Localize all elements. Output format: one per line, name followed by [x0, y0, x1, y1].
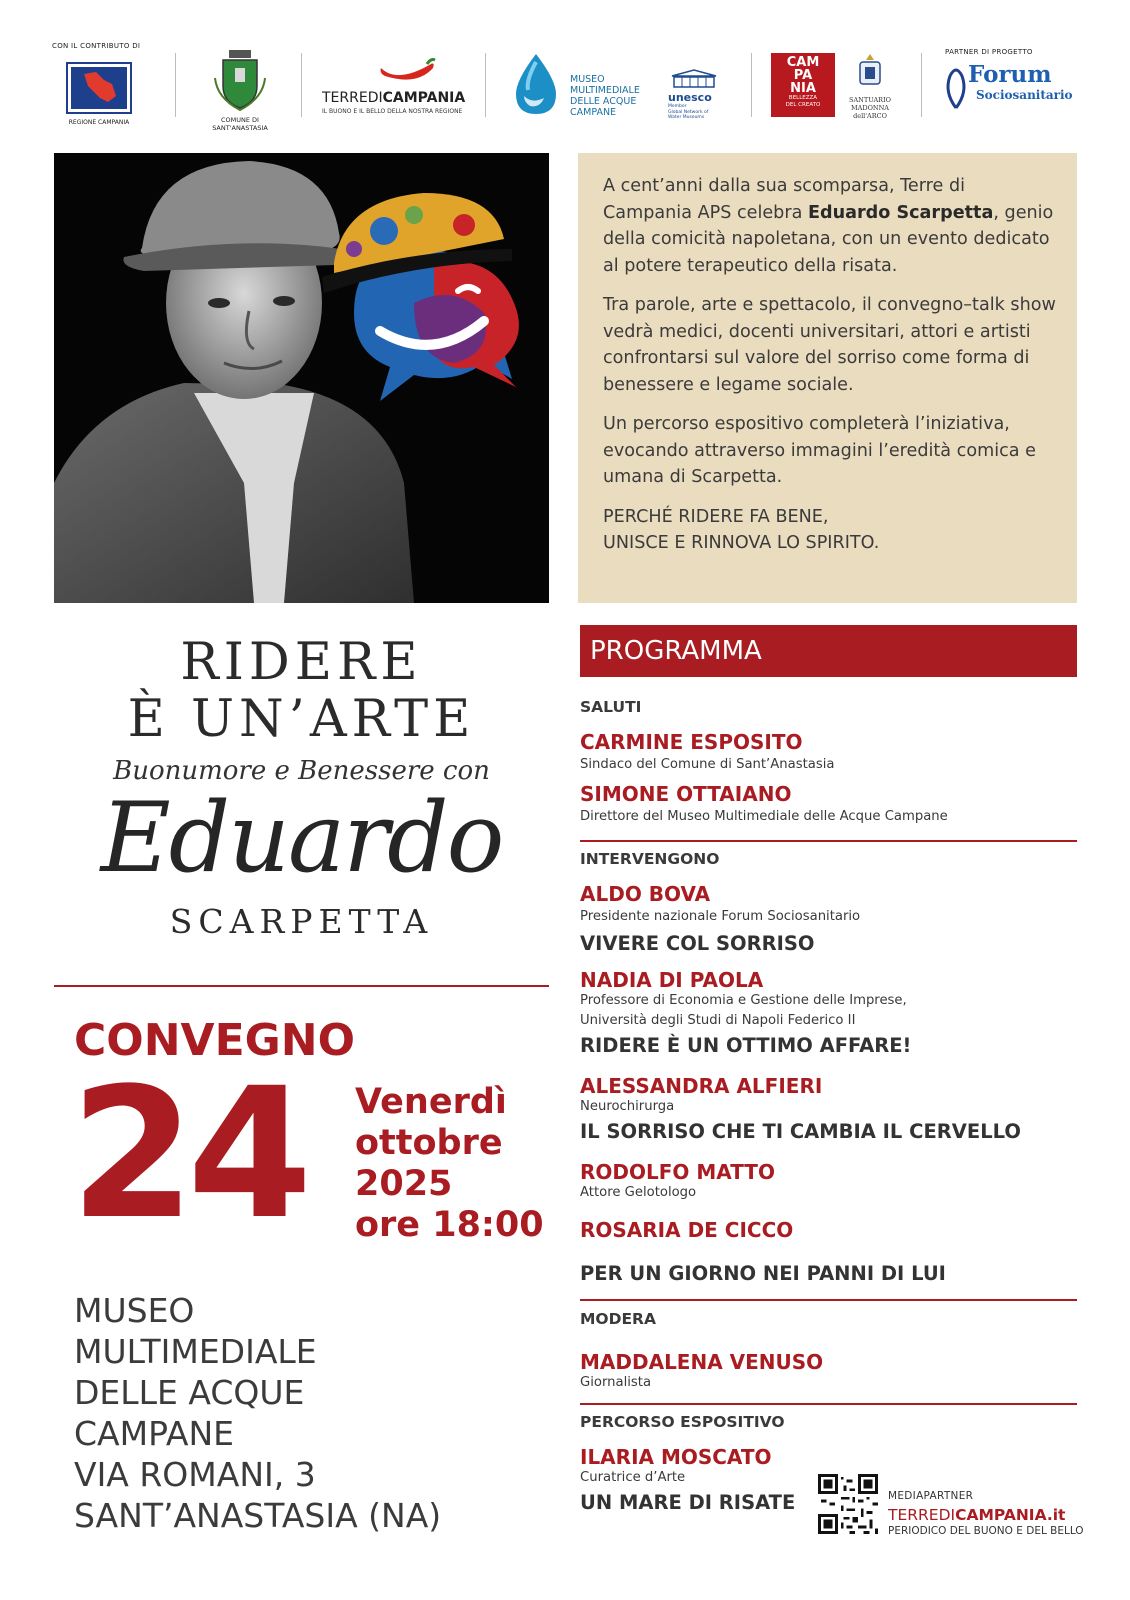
qr-code-icon: [818, 1474, 878, 1534]
campania-l4: BELLEZZA: [788, 95, 818, 101]
event-time: ore 18:00: [355, 1205, 544, 1245]
comune-label: COMUNE DI SANT'ANASTASIA: [212, 116, 268, 132]
logo-divider: [921, 53, 922, 117]
speaker-name: ILARIA MOSCATO: [580, 1445, 772, 1469]
intro-motto: PERCHÉ RIDERE FA BENE, UNISCE E RINNOVA LO SPIRITO.: [603, 506, 880, 553]
title-surname: SCARPETTA: [169, 902, 434, 941]
talk-title: PER UN GIORNO NEI PANNI DI LUI: [580, 1262, 946, 1285]
speaker-role-2: Università degli Studi di Napoli Federico II: [580, 1013, 856, 1028]
event-weekday: Venerdì: [355, 1082, 507, 1122]
forum-sub: Sociosanitario: [976, 88, 1073, 102]
programma-heading: PROGRAMMA: [580, 625, 1077, 677]
museo-line4: CAMPANE: [570, 107, 617, 118]
talk-title: IL SORRISO CHE TI CAMBIA IL CERVELLO: [580, 1120, 1021, 1143]
logo-divider: [485, 53, 486, 117]
regione-campania-shield-icon: [66, 62, 132, 114]
campania-l2: PA: [793, 68, 813, 83]
unesco-name: unesco: [668, 91, 712, 104]
contributo-label: CON IL CONTRIBUTO DI: [52, 42, 141, 50]
comune-logo: [205, 48, 275, 132]
event-year: 2025: [355, 1164, 453, 1204]
speaker-role: Giornalista: [580, 1375, 652, 1390]
speaker-name: MADDALENA VENUSO: [580, 1350, 824, 1374]
intro-paragraph-2: Tra parole, arte e spettacolo, il convegno–talk show vedrà medici, docenti universitari, attori e artisti confrontarsi sul valore del sorriso come forma di benessere e legame sociale.: [603, 295, 1056, 395]
title-line-2: È UN’ARTE: [127, 690, 476, 749]
santuario-logo: [842, 52, 898, 124]
speaker-role: Sindaco del Comune di Sant’Anastasia: [580, 757, 835, 772]
speaker-role: Curatrice d’Arte: [580, 1470, 686, 1485]
mediapartner-name: TERREDICAMPANIA.it: [888, 1506, 1066, 1524]
forum-sociosanitario-logo: [942, 62, 1082, 112]
speaker-name: RODOLFO MATTO: [580, 1160, 775, 1184]
water-drop-icon: [510, 52, 562, 118]
logo-divider: [301, 53, 302, 117]
speaker-name: NADIA DI PAOLA: [580, 968, 764, 992]
terredicampania-logo: [322, 58, 467, 118]
venue-line: VIA ROMANI, 3: [74, 1455, 316, 1494]
programma-divider: [580, 840, 1077, 842]
venue-line: SANT’ANASTASIA (NA): [74, 1496, 442, 1535]
talk-title: VIVERE COL SORRISO: [580, 932, 815, 955]
campania-bellezza-logo: [771, 53, 835, 117]
unesco-line2: Global Network of: [668, 109, 709, 115]
campania-l5: DEL CREATO: [785, 102, 821, 108]
speaker-role: Presidente nazionale Forum Sociosanitario: [580, 909, 861, 924]
venue-line: MULTIMEDIALE: [74, 1332, 317, 1371]
event-venue: [74, 1290, 441, 1536]
speaker-role: Neurochirurga: [580, 1099, 675, 1114]
mediapartner-label: MEDIAPARTNER: [888, 1490, 974, 1502]
mediapartner-tagline: PERIODICO DEL BUONO E DEL BELLO: [888, 1525, 1084, 1537]
campania-l3: NIA: [790, 81, 816, 96]
event-day: 24: [70, 1050, 305, 1259]
museo-line1: MUSEO: [570, 74, 605, 85]
santuario-l3: dell'ARCO: [853, 112, 887, 120]
speaker-role: Professore di Economia e Gestione delle Imprese,: [580, 993, 907, 1008]
title-name: Eduardo: [100, 782, 503, 894]
talk-title: UN MARE DI RISATE: [580, 1491, 796, 1514]
museo-line3: DELLE ACQUE: [570, 96, 637, 107]
santuario-l1: SANTUARIO: [849, 96, 891, 104]
santuario-l2: MADONNA: [851, 104, 889, 112]
speaker-name: CARMINE ESPOSITO: [580, 730, 803, 754]
chili-pepper-icon: [377, 58, 437, 84]
event-type: CONVEGNO: [74, 1015, 355, 1066]
unesco-temple-icon: [668, 68, 720, 88]
programma-divider: [580, 1299, 1077, 1301]
comune-crest-icon: [205, 48, 275, 112]
speaker-name: SIMONE OTTAIANO: [580, 782, 792, 806]
speaker-name: ALESSANDRA ALFIERI: [580, 1074, 823, 1098]
partner-label: PARTNER DI PROGETTO: [945, 48, 1033, 56]
speaker-name: ALDO BOVA: [580, 882, 711, 906]
talk-title: RIDERE È UN OTTIMO AFFARE!: [580, 1034, 912, 1057]
unesco-line1: Member: [668, 104, 687, 109]
intro-box: [578, 153, 1077, 603]
speaker-role: Direttore del Museo Multimediale delle Acque Campane: [580, 809, 948, 824]
santuario-crest-icon: [850, 52, 890, 92]
terredicampania-part1: TERREDI: [322, 90, 383, 106]
unesco-line3: Water Museums: [668, 115, 705, 120]
forum-name: Forum: [968, 61, 1052, 88]
section-modera: MODERA: [580, 1310, 656, 1328]
venue-line: DELLE ACQUE: [74, 1373, 305, 1412]
speaker-name: ROSARIA DE CICCO: [580, 1218, 794, 1242]
intro-paragraph-1: A cent’anni dalla sua scomparsa, Terre di Campania APS celebra Eduardo Scarpetta, genio della comicità napoletana, con un evento dedicato al potere terapeutico della risata.: [603, 176, 1054, 276]
venue-line: CAMPANE: [74, 1414, 234, 1453]
section-intervengono: INTERVENGONO: [580, 850, 720, 868]
speaker-role: Attore Gelotologo: [580, 1185, 697, 1200]
campania-l1: CAM: [786, 55, 820, 70]
regione-campania-logo: [66, 62, 132, 126]
logo-divider: [175, 53, 176, 117]
programma-divider: [580, 1403, 1077, 1405]
museo-logo: [510, 52, 660, 122]
event-when: [355, 1082, 544, 1246]
venue-line: MUSEO: [74, 1291, 195, 1330]
unesco-logo: [668, 68, 726, 124]
scarpetta-portrait-image: [54, 153, 549, 603]
museo-line2: MULTIMEDIALE: [570, 85, 640, 96]
event-month: ottobre: [355, 1123, 503, 1163]
title-line-1: RIDERE: [180, 633, 423, 692]
title-subtitle: Buonumore e Benessere con: [113, 756, 490, 786]
terredicampania-part2: CAMPANIA: [382, 90, 466, 106]
terredicampania-tagline: IL BUONO E IL BELLO DELLA NOSTRA REGIONE: [322, 108, 463, 115]
title-divider: [54, 985, 549, 987]
section-percorso: PERCORSO ESPOSITIVO: [580, 1413, 785, 1431]
logo-divider: [751, 53, 752, 117]
regione-campania-label: REGIONE CAMPANIA: [68, 119, 130, 126]
forum-ribbon-icon: [942, 62, 970, 110]
intro-paragraph-3: Un percorso espositivo completerà l’iniziativa, evocando attraverso immagini l’eredità comica e umana di Scarpetta.: [603, 414, 1036, 487]
section-saluti: SALUTI: [580, 698, 642, 716]
